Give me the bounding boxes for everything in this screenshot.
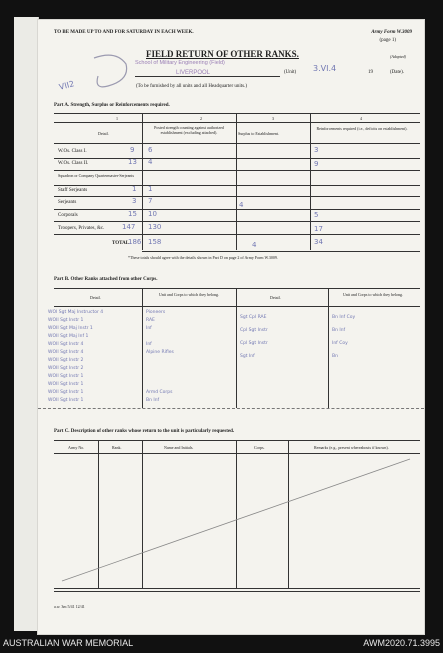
total-vrule-2 — [236, 236, 237, 250]
attached-unit: Bn Inf — [146, 398, 160, 403]
row-posted: 7 — [148, 197, 153, 205]
unit-dotted-line — [135, 76, 280, 77]
col-header-detail: Detail. — [98, 131, 109, 136]
attached-unit: Bn Inf — [332, 328, 346, 333]
part-c-col-rank: Rank. — [112, 445, 122, 450]
part-c-col-corps: Corps. — [254, 445, 265, 450]
adapted-note: (Adapted) — [390, 54, 406, 59]
part-a-number-rule — [54, 122, 420, 123]
attached-detail: WOII Sgt Instr 1 — [48, 318, 84, 323]
total-bottom-rule — [142, 251, 420, 252]
attached-detail: WOII Sgt Maj Instr 1 — [48, 326, 93, 331]
handwritten-margin-note: VII2 — [58, 79, 76, 92]
attached-detail: WOI Sgt Maj Instructor 4 — [48, 310, 104, 315]
col-header-reinforcements: Reinforcements required (i.e., deficits on establishment). — [316, 126, 408, 131]
part-a-header-rule — [54, 143, 420, 144]
row-hand-est: 1 — [132, 185, 137, 193]
row-reinforcements: 17 — [314, 225, 323, 233]
row-hand-est: 15 — [128, 210, 137, 218]
part-b-heading: Part B. Other Ranks attached from other Corps. — [54, 277, 158, 282]
col-number-3: 3 — [272, 116, 274, 121]
attached-unit: Inf Coy — [332, 341, 348, 346]
part-b-vrule-1 — [142, 288, 143, 408]
archive-footer — [0, 635, 443, 653]
print-code: a.w. 3m 5/41 12/41 — [54, 604, 85, 609]
total-vrule-3 — [310, 236, 311, 250]
attached-detail: Sgt Cpl RAE — [240, 315, 267, 320]
attached-detail: WOII Sgt Instr 1 — [48, 398, 84, 403]
footer-institution: AUSTRALIAN WAR MEMORIAL — [3, 638, 134, 648]
row-posted: 1 — [148, 185, 153, 193]
date-label: (Date). — [390, 70, 405, 75]
attached-unit: Bn Inf Coy — [332, 315, 356, 320]
attached-detail: WOII Sgt Instr 2 — [48, 358, 84, 363]
row-detail: W.Os. Class I. — [58, 149, 87, 154]
attached-detail: WOII Sgt Instr 1 — [48, 374, 84, 379]
row-reinforcements: 5 — [314, 211, 319, 219]
part-b-header-rule — [54, 306, 420, 307]
total-surplus: 4 — [252, 241, 257, 249]
col-number-1: 1 — [116, 116, 118, 121]
form-instruction: TO BE MADE UP TO AND FOR SATURDAY IN EACH WEEK. — [54, 30, 194, 35]
total-vrule-1 — [142, 236, 143, 250]
part-b-col-unit-right: Unit and Corps to which they belong. — [342, 292, 404, 297]
binding-stub — [14, 17, 39, 631]
row-hand-est: 9 — [130, 146, 135, 154]
year-prefix: 19 — [368, 70, 373, 75]
attached-detail: WOII Sgt Instr 4 — [48, 342, 84, 347]
attached-detail: Cpl Sgt Instr — [240, 341, 268, 346]
part-c-top-rule — [54, 440, 420, 441]
unit-label: (Unit) — [284, 70, 297, 75]
part-c-bottom-rule-2 — [54, 591, 420, 592]
row-reinforcements: 3 — [314, 146, 319, 154]
footer-accession: AWM2020.71.3995 — [363, 638, 440, 648]
attached-unit: Armd Corps — [146, 390, 173, 395]
part-a-total-rule — [54, 234, 420, 235]
part-a-footnote: *These totals should agree with the details shown in Part D on page 2 of Army Form W.3009. — [128, 255, 278, 260]
row-detail: Troopers, Privates, &c. — [58, 226, 105, 231]
row-posted: 4 — [148, 158, 153, 166]
cancel-diagonal-line — [54, 453, 420, 588]
form-sheet — [37, 19, 425, 635]
total-posted: 158 — [148, 238, 162, 246]
part-c-col-remarks: Remarks (e.g., present whereabouts if known). — [314, 445, 389, 450]
row-hand-est: 13 — [128, 158, 137, 166]
attached-detail: WOII Sgt Instr 2 — [48, 366, 84, 371]
unit-stamp-line2: LIVERPOOL — [176, 70, 211, 76]
tear-line — [38, 408, 424, 409]
part-a-top-rule — [54, 113, 420, 114]
part-c-col-army-no: Army No. — [68, 445, 85, 450]
attached-detail: WOII Sgt Instr 1 — [48, 382, 84, 387]
unit-stamp-line1: School of Military Engineering (Field) — [135, 60, 225, 66]
attached-detail: Sgt Inf — [240, 354, 255, 359]
part-b-col-detail-right: Detail. — [270, 295, 281, 300]
part-b-vrule-2 — [236, 288, 237, 408]
row-hand-est: 3 — [132, 197, 137, 205]
col-header-surplus: Surplus to Establishment. — [238, 131, 279, 136]
form-title: FIELD RETURN OF OTHER RANKS. — [146, 49, 299, 59]
row-detail: Corporals — [58, 213, 78, 218]
col-number-2: 2 — [200, 116, 202, 121]
attached-unit: Bn — [332, 354, 338, 359]
row-detail: Staff Serjeants — [58, 188, 88, 193]
attached-unit: Inf — [146, 342, 152, 347]
part-b-col-unit-left: Unit and Corps to which they belong. — [158, 292, 220, 297]
col-header-posted: Posted strength counting against authorized establishment (excluding attached). — [154, 125, 224, 135]
attached-unit: Alpine Rifles — [146, 350, 174, 355]
row-posted: 130 — [148, 223, 162, 231]
row-reinforcements: 9 — [314, 160, 319, 168]
row-posted: 6 — [148, 146, 153, 154]
row-detail: Serjeants — [58, 200, 77, 205]
part-b-col-detail-left: Detail. — [90, 295, 101, 300]
row-detail: W.Os. Class II. — [58, 161, 89, 166]
row-surplus: 4 — [239, 201, 244, 209]
part-c-heading: Part C. Description of other ranks whose return to the unit is particularly requested. — [54, 429, 235, 434]
total-reinforcements: 34 — [314, 238, 323, 246]
form-subtitle: (To be furnished by all units and all Headquarter units.) — [136, 84, 248, 89]
attached-detail: Cpl Sgt Instr — [240, 328, 268, 333]
part-a-heading: Part A. Strength, Surplus or Reinforcements required. — [54, 103, 170, 108]
row-posted: 10 — [148, 210, 157, 218]
part-b-top-rule — [54, 288, 420, 289]
attached-unit: Pioneers — [146, 310, 166, 315]
form-id: Army Form W.3009 — [371, 30, 412, 35]
attached-detail: WOII Sgt Instr 1 — [48, 390, 84, 395]
attached-detail: WOII Sgt Instr 4 — [48, 350, 84, 355]
col-number-4: 4 — [360, 116, 362, 121]
part-c-bottom-rule — [54, 588, 420, 589]
pencil-annotation-icon — [86, 50, 138, 94]
row-detail: Squadron or Company Quartermaster-Serjeants — [58, 173, 135, 178]
attached-unit: RAE — [146, 318, 155, 323]
attached-unit: Inf — [146, 326, 152, 331]
attached-detail: WOII Sgt Maj Inf 1 — [48, 334, 89, 339]
handwritten-date: 3.VI.4 — [313, 64, 337, 73]
row-hand-est: 147 — [122, 223, 136, 231]
part-b-vrule-3 — [328, 288, 329, 408]
total-label: TOTAL — [112, 241, 130, 246]
part-c-col-name: Name and Initials. — [164, 445, 194, 450]
total-hand-est: 186 — [128, 238, 142, 246]
form-page: (page 1) — [379, 38, 396, 43]
